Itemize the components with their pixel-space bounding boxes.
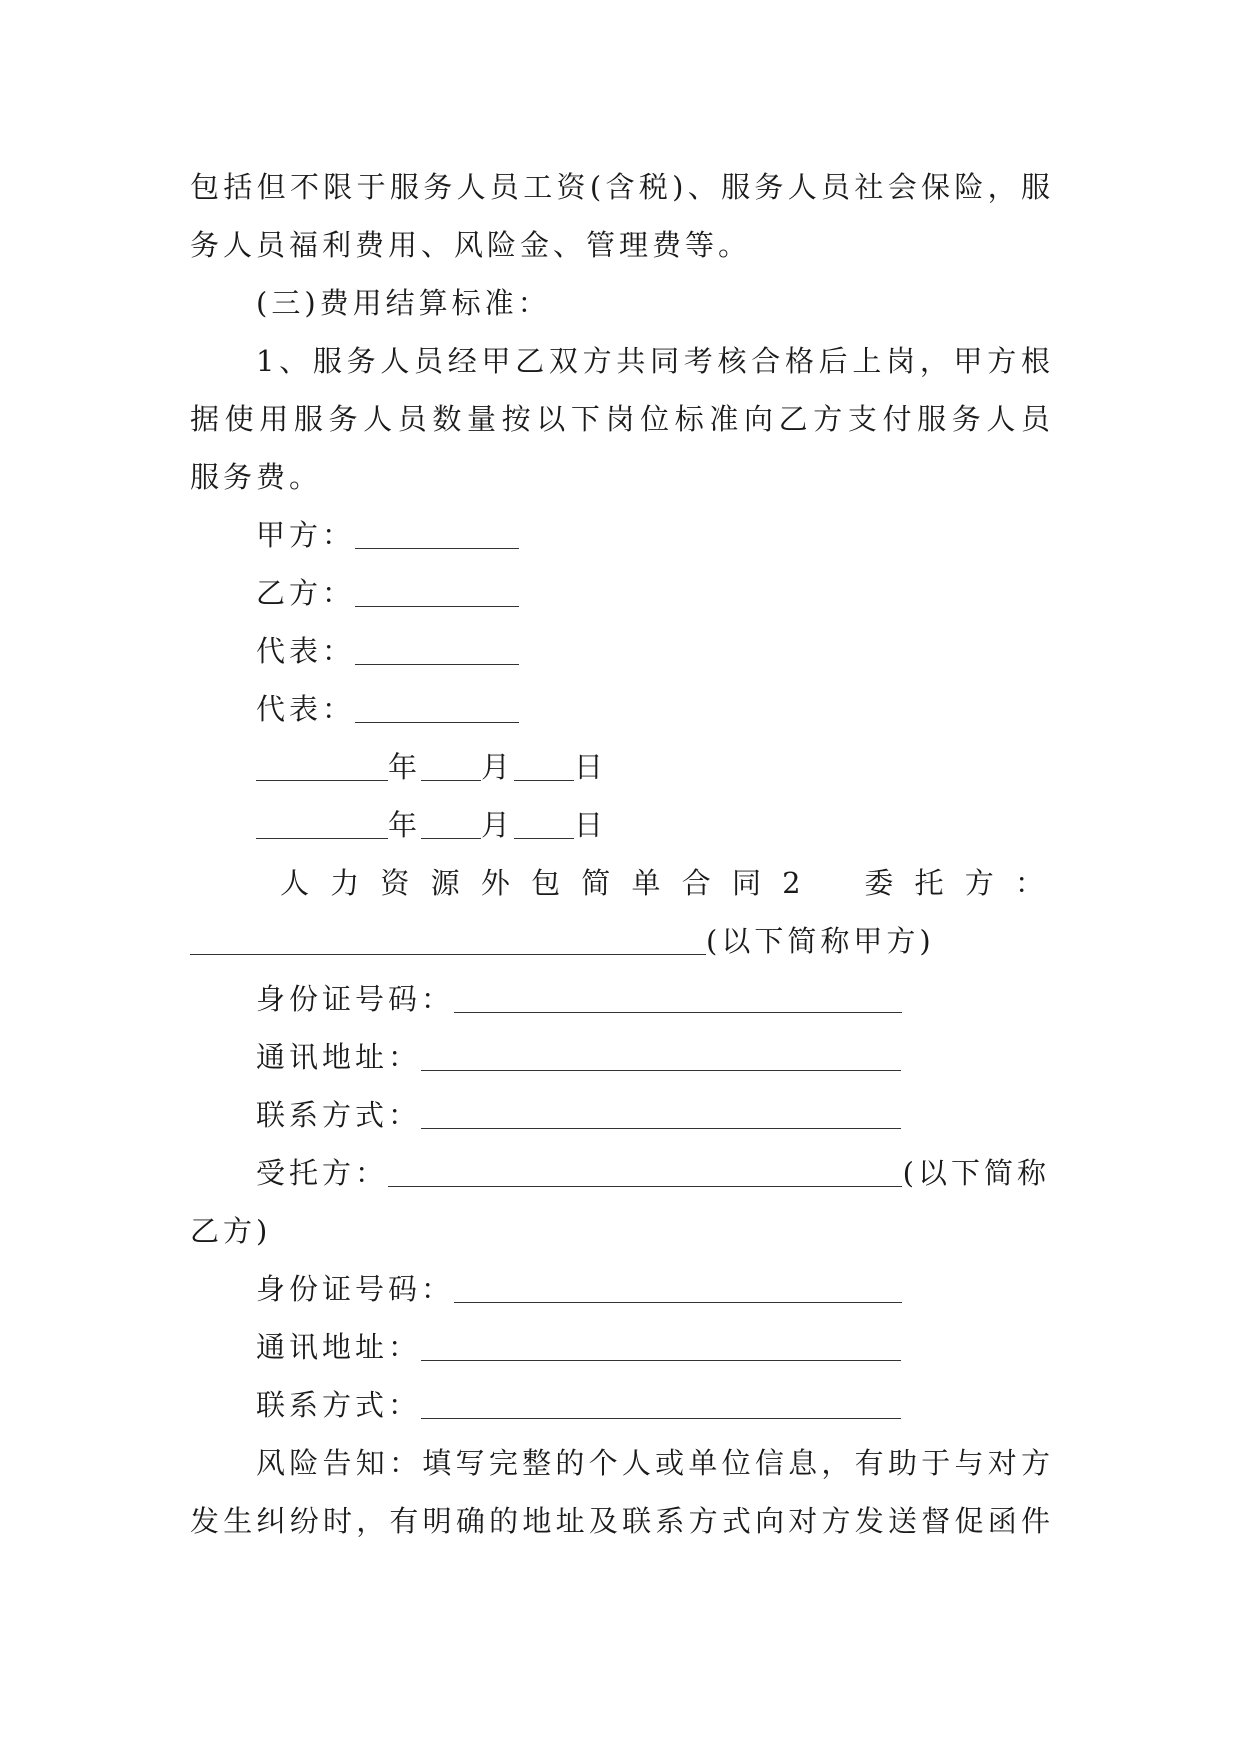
trustee-line [190,1144,1050,1202]
blank-line [388,1160,902,1187]
client-id-field [190,970,1050,1028]
paragraph-line: 据使用服务人员数量按以下岗位标准向乙方支付服务人员 [190,402,1050,436]
blank-line [355,580,519,607]
blank-line [454,986,902,1013]
blank-line [514,754,574,781]
paragraph-line: 包括但不限于服务人员工资(含税)、服务人员社会保险，服 [190,170,1050,204]
field-label: 身份证号码： [256,982,455,1016]
field-label: 通讯地址： [256,1040,422,1074]
client-suffix: (以下简称甲方) [706,924,935,958]
section-heading: (三)费用结算标准： [256,286,551,320]
blank-line [355,638,519,665]
field-label: 通讯地址： [256,1330,422,1364]
risk-notice-line: 风险告知：填写完整的个人或单位信息，有助于与对方 [256,1446,1050,1480]
blank-line [355,696,519,723]
field-label: 乙方： [256,576,356,610]
trustee-suffix: (以下简称 [902,1156,1050,1190]
client-address-field [190,1028,1050,1086]
trustee-address-field [190,1318,1050,1376]
blank-line [421,812,481,839]
year-label: 年 [388,750,422,784]
client-contact-field [190,1086,1050,1144]
year-label: 年 [388,808,422,842]
party-b-sign-field [190,564,1050,622]
blank-line [256,812,388,839]
blank-line [421,1044,901,1071]
party-a-sign-field [190,506,1050,564]
blank-line [514,812,574,839]
contract-title: 人 力 资 源 外 包 简 单 合 同 2 [280,866,807,900]
day-label: 日 [574,808,608,842]
risk-notice-line: 发生纠纷时，有明确的地址及联系方式向对方发送督促函件 [190,1504,1050,1538]
field-label: 代表： [256,692,356,726]
trustee-continuation: 乙方) [190,1214,272,1248]
blank-line [454,1276,902,1303]
day-label: 日 [574,750,608,784]
representative-sign-field [190,680,1050,738]
blank-line [421,1102,901,1129]
blank-line [190,928,706,955]
blank-line [421,1334,901,1361]
representative-sign-field [190,622,1050,680]
trustee-field [256,1144,902,1202]
blank-line [355,522,519,549]
trustee-contact-field [190,1376,1050,1434]
contract-title-line [190,854,1050,912]
field-label: 身份证号码： [256,1272,455,1306]
month-label: 月 [481,750,515,784]
paragraph-line: 服务费。 [190,460,323,494]
date-line [190,738,1050,796]
blank-line [421,1392,901,1419]
field-label: 联系方式： [256,1098,422,1132]
field-label: 甲方： [256,518,356,552]
date-line [190,796,1050,854]
field-label: 受托方： [256,1156,389,1190]
paragraph-line: 1、服务人员经甲乙双方共同考核合格后上岗，甲方根 [256,344,1050,378]
document-body [190,158,1050,1550]
field-label: 代表： [256,634,356,668]
blank-line [421,754,481,781]
field-label: 联系方式： [256,1388,422,1422]
blank-line [256,754,388,781]
month-label: 月 [481,808,515,842]
client-name-line [190,912,1050,970]
trustee-id-field [190,1260,1050,1318]
client-label: 委 托 方 ： [864,866,1050,900]
paragraph-line: 务人员福利费用、风险金、管理费等。 [190,228,752,262]
